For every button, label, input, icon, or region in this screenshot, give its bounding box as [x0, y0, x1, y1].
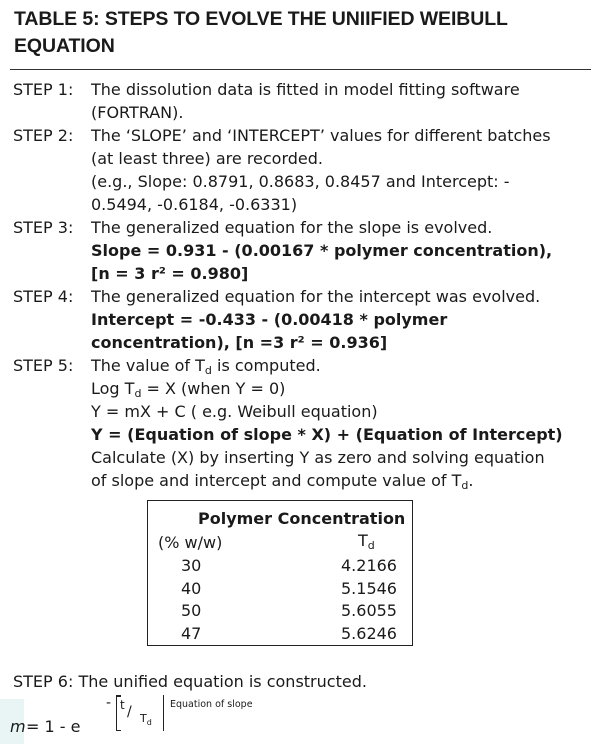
table-row	[148, 555, 412, 578]
table-cell-td: 5.1546	[341, 579, 397, 598]
step-text: Calculate (X) by inserting Y as zero and solving equation	[91, 448, 545, 467]
table-row	[148, 600, 412, 623]
table-header-unit: (% w/w)	[158, 533, 223, 552]
intercept-equation-stats: concentration), [n =3 r² = 0.936]	[91, 333, 388, 352]
table-cell-td: 4.2166	[341, 556, 397, 575]
step-4	[13, 285, 598, 354]
slope-equation-stats: [n = 3 r² = 0.980]	[91, 264, 249, 283]
exponent-td: $T_d$	[140, 712, 152, 728]
step-text: (FORTRAN).	[91, 103, 184, 122]
equation-body: = 1 - e	[26, 717, 81, 736]
table-title: TABLE 5: STEPS TO EVOLVE THE UNIIFIED WEIBULL EQUATION	[14, 8, 508, 57]
table-header-polymer: Polymer Concentration	[198, 509, 406, 528]
table-cell-conc: 47	[181, 624, 202, 643]
step-label: STEP 3:	[13, 218, 74, 237]
step-text: Y = mX + C ( e.g. Weibull equation)	[91, 402, 378, 421]
step-text: of slope and intercept and compute value of $T_d$.	[91, 471, 474, 492]
table-cell-td: 5.6246	[341, 624, 397, 643]
step-text: Log $T_d = X$ (when Y = 0)	[91, 379, 286, 400]
exponent-t: t	[120, 698, 125, 712]
step-1	[13, 78, 598, 124]
table-cell-td: 5.6055	[341, 601, 397, 620]
table-row	[148, 578, 412, 601]
step-2	[13, 124, 598, 216]
equation-m: m	[10, 717, 26, 736]
slope-equation: Slope = 0.931 - (0.00167 * polymer concentration),	[91, 241, 553, 260]
step-label: STEP 4:	[13, 287, 74, 306]
table-header-td: $T_d$	[358, 531, 375, 552]
step-text: (at least three) are recorded.	[91, 149, 324, 168]
step-text: (e.g., Slope: 0.8791, 0.8683, 0.8457 and Intercept: -	[91, 172, 510, 191]
step-5	[13, 354, 598, 492]
steps-list	[13, 78, 598, 492]
step-text: The dissolution data is fitted in model fitting software	[91, 80, 520, 99]
equation-label: Equation of slope	[170, 699, 253, 710]
table-cell-conc: 50	[181, 601, 202, 620]
step-label: STEP 6:	[13, 672, 74, 691]
step-label: STEP 5:	[13, 356, 74, 375]
step-text: The generalized equation for the slope is evolved.	[91, 218, 493, 237]
table-cell-conc: 40	[181, 579, 202, 598]
intercept-equation: Intercept = -0.433 - (0.00418 * polymer	[91, 310, 448, 329]
exponent-slash: /	[127, 704, 132, 720]
combined-equation: Y = (Equation of slope * X) + (Equation of Intercept)	[91, 425, 563, 444]
step-label: STEP 1:	[13, 80, 74, 99]
td-table	[147, 500, 413, 646]
step-text: 0.5494, -0.6184, -0.6331)	[91, 195, 298, 214]
step-3	[13, 216, 598, 285]
step-text: The ‘SLOPE’ and ‘INTERCEPT’ values for different batches	[91, 126, 551, 145]
table-row	[148, 623, 412, 646]
step-text: The generalized equation for the intercept was evolved.	[91, 287, 541, 306]
title-divider	[10, 69, 591, 70]
exponent-minus: -	[106, 695, 112, 711]
step-text: The value of $T_d$ is computed.	[91, 356, 321, 377]
step-text: The unified equation is constructed.	[78, 672, 367, 691]
step-label: STEP 2:	[13, 126, 74, 145]
table-cell-conc: 30	[181, 556, 202, 575]
unified-equation	[0, 690, 601, 744]
